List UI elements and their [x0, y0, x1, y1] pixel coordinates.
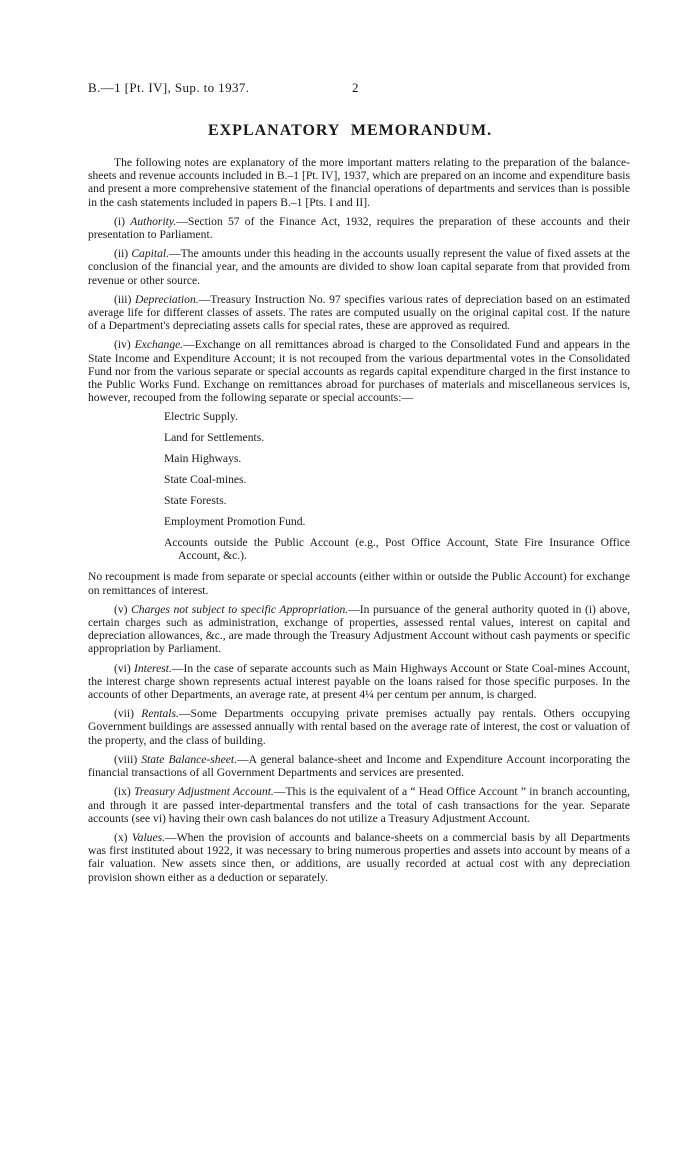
note-heading: Depreciation. [135, 292, 199, 306]
note-number: (vi) [114, 661, 131, 675]
after-list-paragraph: No recoupment is made from separate or special accounts (either within or outside the Public Account) for exchange on remittances of interest. [88, 570, 630, 597]
paper-reference: B.—1 [Pt. IV], Sup. to 1937. [88, 80, 250, 95]
note-number: (iv) [114, 338, 131, 352]
note-text: —Treasury Instruction No. 97 specifies various rates of depreciation based on an estimated average life for different classes of assets. The rates are computed usually on the original capital cost. If the nature of a Department's depreciating assets calls for special rates, these are approved as required. [88, 292, 631, 333]
note-heading: Rentals. [141, 707, 179, 721]
note-number: (v) [114, 602, 128, 616]
note-number: (x) [114, 830, 128, 844]
note-text: —In pursuance of the general authority quoted in (i) above, certain charges such as administration, exchange of properties, assessed rental values, interest on capital and depreciation allowances, &c., are made through the Treasury Adjustment Account without cash payments or specific appropriation by Parliament. [88, 602, 630, 656]
note-paragraph [88, 753, 630, 779]
note-number: (i) [114, 214, 125, 228]
note-heading: State Balance-sheet. [141, 752, 238, 766]
page-title: EXPLANATORY MEMORANDUM. [207, 122, 493, 139]
note-heading: Capital. [131, 247, 169, 261]
list-item: Accounts outside the Public Account (e.g., Post Office Account, State Fire Insurance Office Account, &c.). [164, 536, 630, 563]
list-item: State Forests. [164, 494, 227, 508]
note-paragraph [88, 662, 630, 702]
note-number: (vii) [114, 707, 134, 721]
intro-paragraph: The following notes are explanatory of the more important matters relating to the preparation of the balance-sheets and revenue accounts included in B.–1 [Pt. IV], 1937, which are prepared on an income and expenditure basis and present a more comprehensive statement of the financial operations of departments and services than is possible in the cash statements included in papers B.–1 [Pts. I and II]. [88, 156, 630, 209]
page-number: 2 [352, 80, 359, 95]
note-paragraph [88, 603, 630, 656]
note-number: (viii) [114, 752, 138, 766]
note-text: —When the provision of accounts and balance-sheets on a commercial basis by all Departments was first instituted about 1922, it was necessary to bring numerous properties and assets into account by means of a fair valuation. New assets since then, or additions, are usually recorded at actual cost with any depreciation provision shown either as a deduction or separately. [88, 830, 630, 884]
list-item: Land for Settlements. [164, 431, 265, 445]
note-number: (ix) [114, 785, 131, 799]
note-paragraph [88, 831, 630, 884]
memorandum-body [88, 156, 630, 890]
note-paragraph [88, 247, 630, 287]
note-heading: Interest. [134, 661, 172, 675]
note-text: —Section 57 of the Finance Act, 1932, requires the preparation of these accounts and their presentation to Parliament. [88, 214, 630, 242]
note-text: —In the case of separate accounts such as Main Highways Account or State Coal-mines Account, the interest charge shown represents actual interest payable on the loans raised for those specific purposes. In the accounts of other Departments, an average rate, at present 4¼ per centum per annum, is charged. [88, 661, 630, 702]
note-paragraph [88, 293, 630, 333]
note-number: (iii) [114, 292, 132, 306]
note-heading: Treasury Adjustment Account. [133, 785, 274, 799]
list-item: Employment Promotion Fund. [164, 515, 306, 529]
note-text: —Some Departments occupying private premises actually pay rentals. Others occupying Government buildings are assessed annually with rental based on the average rate of interest, the cost or valuation of the property, and the class of building. [88, 707, 630, 747]
page-header [88, 80, 610, 96]
note-text: —Exchange on all remittances abroad is charged to the Consolidated Fund and appears in the State Income and Expenditure Account; it is not recouped from the various departmental votes in the Consolidated Fund nor from the various separate or special accounts as regards capital expenditure charged in the first instance to the Public Works Fund. Exchange on remittances abroad for purchases of materials and miscellaneous services is, however, recouped from the following separate or special accounts:— [88, 338, 631, 405]
note-heading: Values. [131, 830, 166, 844]
note-number: (ii) [114, 247, 129, 261]
note-paragraph [88, 215, 630, 241]
list-item: State Coal-mines. [164, 473, 247, 487]
list-item: Main Highways. [164, 452, 242, 466]
note-heading: Exchange. [134, 338, 184, 352]
note-paragraph [88, 785, 630, 825]
note-heading: Authority. [130, 214, 177, 228]
note-paragraph [88, 338, 630, 404]
note-heading: Charges not subject to specific Appropriation. [131, 602, 349, 616]
special-accounts-list [88, 410, 630, 562]
note-text: —A general balance-sheet and Income and Expenditure Account incorporating the financial transactions of all Government Departments and services are presented. [88, 752, 630, 780]
note-text: —This is the equivalent of a “ Head Office Account ” in branch accounting, and through it are passed inter-departmental transfers and the total of cash transactions for the year. Separate accounts (see vi) having their own cash balances do not utilize a Treasury Adjustment Account. [88, 785, 630, 825]
list-item: Electric Supply. [164, 410, 238, 424]
note-text: —The amounts under this heading in the accounts usually represent the value of fixed assets at the conclusion of the financial year, and the amounts are divided to show loan capital separate from that provided from revenue or other source. [88, 247, 630, 287]
note-paragraph [88, 707, 630, 747]
